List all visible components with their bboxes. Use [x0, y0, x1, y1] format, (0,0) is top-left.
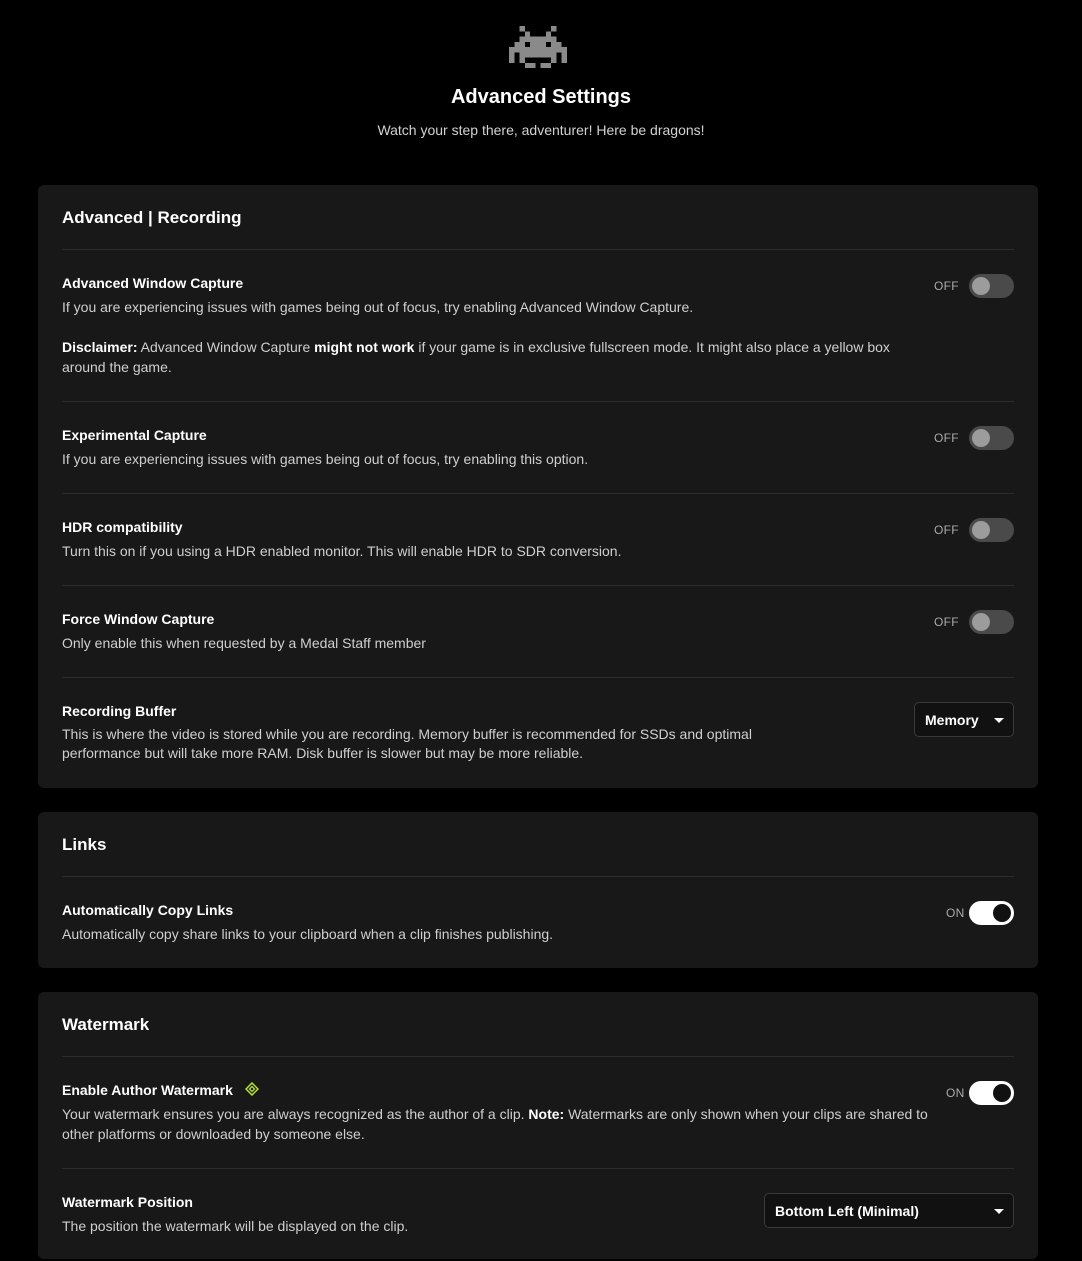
- advanced-window-capture-switch[interactable]: [934, 274, 1014, 298]
- chevron-down-icon: [994, 718, 1004, 723]
- force-window-capture-title: Force Window Capture: [62, 611, 215, 627]
- force-window-capture-toggle[interactable]: [969, 610, 1014, 634]
- author-watermark-title-row: [62, 1082, 259, 1098]
- divider: [62, 677, 1014, 678]
- watermark-position-title: Watermark Position: [62, 1194, 193, 1210]
- author-watermark-switch[interactable]: [934, 1081, 1014, 1105]
- disclaimer-text-rest: if your game is in exclusive fullscreen mode. It might also place a yellow box around the game.: [62, 339, 890, 375]
- recording-buffer-desc: This is where the video is stored while you are recording. Memory buffer is recommended for SSDs and optimal performance but will take more RAM. Disk buffer is slower but may be more reliable.: [62, 726, 752, 761]
- author-watermark-desc-text: Your watermark ensures you are always recognized as the author of a clip.: [62, 1106, 529, 1122]
- toggle-knob: [972, 277, 990, 295]
- watermark-position-select[interactable]: [764, 1193, 1014, 1228]
- divider: [62, 1056, 1014, 1057]
- advanced-window-capture-title: Advanced Window Capture: [62, 275, 244, 291]
- hdr-compatibility-switch[interactable]: [934, 518, 1014, 542]
- section-title: Advanced | Recording: [62, 208, 242, 227]
- author-watermark-desc: [62, 1104, 932, 1144]
- toggle-state-label: OFF: [934, 279, 959, 293]
- toggle-state-label: ON: [946, 906, 965, 920]
- advanced-window-capture-disclaimer: [62, 337, 922, 377]
- hdr-compatibility-title: HDR compatibility: [62, 519, 183, 535]
- disclaimer-emphasis: might not work: [314, 339, 415, 355]
- experimental-capture-desc: If you are experiencing issues with games being out of focus, try enabling this option.: [62, 451, 589, 467]
- toggle-knob: [993, 904, 1011, 922]
- author-watermark-note-text: Watermarks are only shown when your clips are shared to other platforms or downloaded by someone else.: [62, 1106, 928, 1142]
- recording-buffer-value: Memory: [925, 712, 979, 728]
- note-label: Note:: [528, 1106, 565, 1122]
- toggle-state-label: ON: [946, 1086, 965, 1100]
- advanced-window-capture-toggle[interactable]: [969, 274, 1014, 298]
- toggle-knob: [972, 521, 990, 539]
- author-watermark-title: Enable Author Watermark: [62, 1082, 233, 1098]
- watermark-position-value: Bottom Left (Minimal): [775, 1203, 919, 1219]
- experimental-capture-toggle[interactable]: [969, 426, 1014, 450]
- auto-copy-links-toggle[interactable]: [969, 901, 1014, 925]
- page-title: Advanced Settings: [450, 86, 632, 108]
- auto-copy-links-switch[interactable]: [934, 901, 1014, 925]
- disclaimer-text: Advanced Window Capture: [137, 339, 315, 355]
- watermark-card: [38, 992, 1038, 1259]
- divider: [62, 876, 1014, 877]
- force-window-capture-switch[interactable]: [934, 610, 1014, 634]
- hdr-compatibility-toggle[interactable]: [969, 518, 1014, 542]
- section-title: Watermark: [62, 1015, 150, 1034]
- divider: [62, 249, 1014, 250]
- auto-copy-links-title: Automatically Copy Links: [62, 902, 234, 918]
- toggle-knob: [972, 613, 990, 631]
- hdr-compatibility-desc: Turn this on if you using a HDR enabled monitor. This will enable HDR to SDR conversion.: [62, 543, 622, 559]
- experimental-capture-title: Experimental Capture: [62, 427, 207, 443]
- toggle-state-label: OFF: [934, 615, 959, 629]
- auto-copy-links-desc: Automatically copy share links to your clipboard when a clip finishes publishing.: [62, 926, 554, 942]
- section-title: Links: [62, 835, 107, 854]
- divider: [62, 585, 1014, 586]
- divider: [62, 493, 1014, 494]
- recording-buffer-title: Recording Buffer: [62, 703, 177, 719]
- divider: [62, 401, 1014, 402]
- toggle-state-label: OFF: [934, 523, 959, 537]
- force-window-capture-desc: Only enable this when requested by a Medal Staff member: [62, 635, 426, 651]
- advanced-window-capture-desc: If you are experiencing issues with games being out of focus, try enabling Advanced Window Capture.: [62, 299, 694, 315]
- watermark-position-desc: The position the watermark will be displayed on the clip.: [62, 1218, 409, 1234]
- experimental-capture-switch[interactable]: [934, 426, 1014, 450]
- space-invader-icon: [508, 26, 568, 68]
- toggle-knob: [993, 1084, 1011, 1102]
- links-card: [38, 812, 1038, 968]
- toggle-state-label: OFF: [934, 431, 959, 445]
- divider: [62, 1168, 1014, 1169]
- page-subtitle: Watch your step there, adventurer! Here be dragons!: [377, 122, 705, 138]
- chevron-down-icon: [994, 1209, 1004, 1214]
- author-watermark-toggle[interactable]: [969, 1081, 1014, 1105]
- disclaimer-label: Disclaimer:: [62, 339, 138, 355]
- recording-buffer-select[interactable]: [914, 702, 1014, 737]
- recording-card: [38, 185, 1038, 788]
- toggle-knob: [972, 429, 990, 447]
- premium-diamond-icon: [245, 1082, 259, 1096]
